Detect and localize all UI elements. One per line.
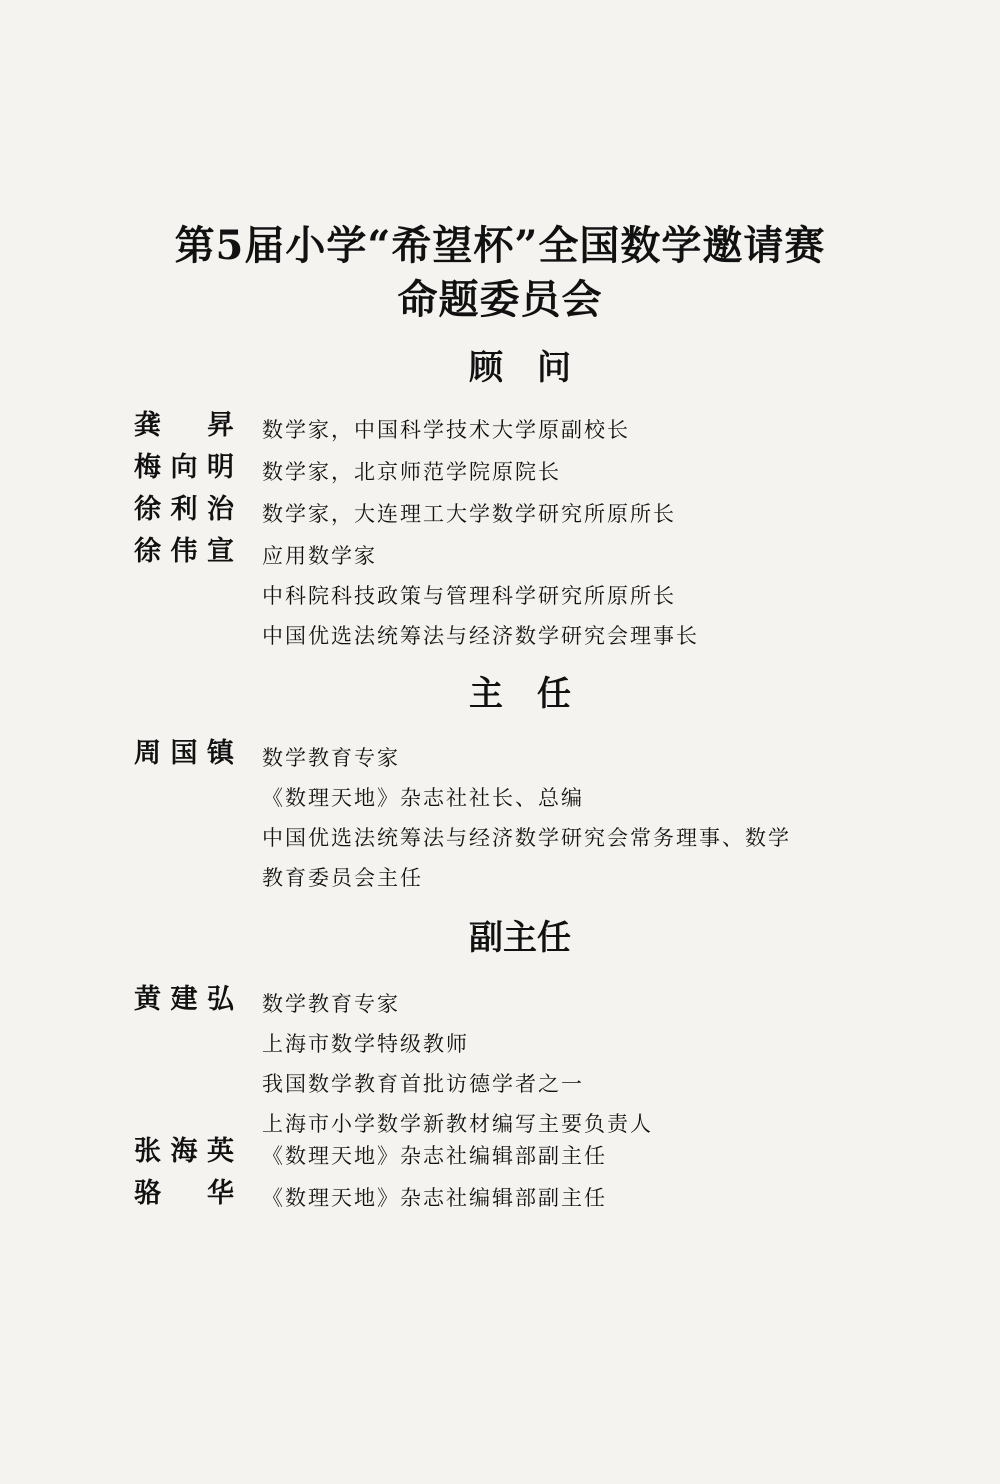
member-description — [262, 452, 882, 492]
member-name: 徐利治 — [134, 494, 234, 525]
description-line: 上海市小学数学新教材编写主要负责人 — [262, 1112, 653, 1136]
member-name: 骆 华 — [134, 1178, 234, 1209]
member-name: 黄建弘 — [134, 984, 234, 1015]
member-description — [262, 494, 882, 534]
member-entry — [134, 980, 914, 1140]
member-name: 梅向明 — [134, 452, 234, 483]
document-title-line-2: 命题委员会 — [397, 276, 603, 323]
member-description — [262, 536, 882, 656]
section-heading-director: 主 任 — [469, 674, 571, 714]
member-entry — [134, 448, 914, 488]
member-entry — [134, 1132, 914, 1172]
member-name: 龚 昇 — [134, 410, 234, 441]
member-entry — [134, 532, 914, 652]
member-entry — [134, 1174, 914, 1214]
description-line: 数学家，大连理工大学数学研究所原所长 — [262, 502, 676, 526]
description-line: 数学家，北京师范学院原院长 — [262, 460, 561, 484]
description-line: 我国数学教育首批访德学者之一 — [262, 1072, 584, 1096]
description-line: 数学教育专家 — [262, 992, 400, 1016]
description-line: 教育委员会主任 — [262, 866, 423, 890]
description-line: 《数理天地》杂志社社长、总编 — [262, 786, 584, 810]
member-description — [262, 1178, 882, 1218]
description-line: 数学教育专家 — [262, 746, 400, 770]
section-heading-advisors: 顾 问 — [469, 348, 571, 388]
member-description — [262, 984, 882, 1144]
description-line: 中国优选法统筹法与经济数学研究会理事长 — [262, 624, 699, 648]
description-line: 上海市数学特级教师 — [262, 1032, 469, 1056]
description-line: 《数理天地》杂志社编辑部副主任 — [262, 1186, 607, 1210]
member-name: 徐伟宣 — [134, 536, 234, 567]
document-title-line-1: 第5届小学“希望杯”全国数学邀请赛 — [174, 222, 826, 269]
description-line: 数学家，中国科学技术大学原副校长 — [262, 418, 630, 442]
member-name: 周国镇 — [134, 738, 234, 769]
member-description — [262, 410, 882, 450]
description-line: 中科院科技政策与管理科学研究所原所长 — [262, 584, 676, 608]
member-entry — [134, 490, 914, 530]
description-line: 中国优选法统筹法与经济数学研究会常务理事、数学 — [262, 826, 791, 850]
member-entry — [134, 734, 914, 894]
member-name: 张海英 — [134, 1136, 234, 1167]
description-line: 应用数学家 — [262, 544, 377, 568]
member-entry — [134, 406, 914, 446]
member-description — [262, 1136, 882, 1176]
member-description — [262, 738, 882, 898]
description-line: 《数理天地》杂志社编辑部副主任 — [262, 1144, 607, 1168]
section-heading-deputy: 副主任 — [469, 918, 571, 958]
